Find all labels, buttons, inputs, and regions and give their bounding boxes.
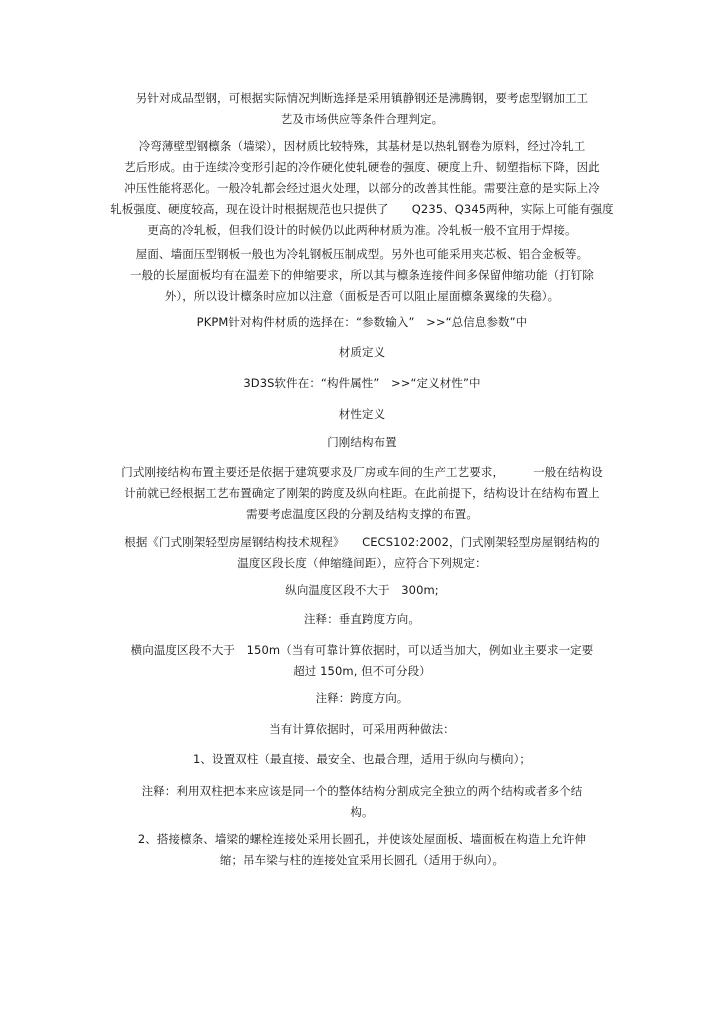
text-line: 另针对成品型钢，可根据实际情况判断选择是采用镇静钢还是沸腾钢，要考虑型钢加工工 bbox=[135, 91, 589, 105]
text-line: 超过 150m, 但不可分段） bbox=[293, 664, 431, 678]
note-double-column bbox=[80, 781, 644, 823]
method-double-column bbox=[80, 749, 644, 770]
text-line: 轧板强度、硬度较高，现在设计时根据规范也只提供了 Q235、Q345两种，实际上可能有强度 bbox=[110, 202, 614, 216]
text-line: 1、设置双柱（最直接、最安全、也最合理，适用于纵向与横向）； bbox=[192, 752, 532, 766]
method-slotted-holes bbox=[80, 829, 644, 871]
rule-transverse-section bbox=[80, 640, 644, 682]
text-line: 艺后形成。由于连续冷变形引起的冷作硬化使轧硬卷的强度、硬度上升、韧塑指标下降，因此 bbox=[124, 160, 600, 174]
text-line: 冷弯薄壁型钢檩条（墙梁），因材质比较特殊，其基材是以热轧钢卷为原料，经过冷轧工 bbox=[138, 139, 586, 153]
text-line: 材性定义 bbox=[338, 407, 386, 421]
text-line: 3D3S软件在：“构件属性” >>“定义材性”中 bbox=[243, 376, 481, 390]
text-line: 注释：跨度方向。 bbox=[315, 691, 409, 705]
text-line: 更高的冷轧板，但我们设计的时候仍以此两种材质为准。冷轧板一般不宜用于焊接。 bbox=[147, 223, 577, 237]
paragraph-roof-wall-panel bbox=[80, 244, 644, 307]
paragraph-cecs-specification bbox=[80, 532, 644, 574]
text-line: 温度区段长度（伸缩缝间距），应符合下列规定： bbox=[237, 556, 487, 570]
heading-portal-frame-layout bbox=[80, 432, 644, 453]
text-line: 缩；吊车梁与柱的连接处宜采用长圆孔（适用于纵向）。 bbox=[219, 853, 505, 867]
paragraph-section-steel-selection bbox=[80, 88, 644, 130]
text-line: 注释：垂直跨度方向。 bbox=[304, 612, 420, 626]
text-line: 外），所以设计檩条时应加以注意（面板是否可以阻止屋面檩条翼缘的失稳）。 bbox=[164, 289, 560, 303]
paragraph-two-methods bbox=[80, 719, 644, 740]
text-line: 横向温度区段不大于 150m（当有可靠计算依据时，可以适当加大，例如业主要求一定要 bbox=[130, 643, 594, 657]
text-line: 门刚结构布置 bbox=[327, 435, 397, 449]
paragraph-3d3s-material bbox=[80, 373, 644, 394]
text-line: 注释：利用双柱把本来应该是同一个的整体结构分割成完全独立的两个结构或者多个结 bbox=[141, 784, 583, 798]
text-line: 计前就已经根据工艺布置确定了刚架的跨度及纵向柱距。在此前提下，结构设计在结构布置上 bbox=[124, 486, 600, 500]
note-span-direction bbox=[80, 688, 644, 709]
text-line: 材质定义 bbox=[338, 345, 386, 359]
text-line: 2、搭接檩条、墙梁的螺栓连接处采用长圆孔，并使该处屋面板、墙面板在构造上允许伸 bbox=[137, 832, 587, 846]
heading-material-definition bbox=[80, 342, 644, 363]
text-line: 根据《门式刚架轻型房屋钢结构技术规程》 CECS102:2002，门式刚架轻型房屋钢结构的 bbox=[124, 535, 600, 549]
text-line: 艺及市场供应等条件合理判定。 bbox=[280, 112, 444, 126]
text-line: 门式刚接结构布置主要还是依据于建筑要求及厂房或车间的生产工艺要求， 一般在结构设 bbox=[121, 465, 603, 479]
note-perpendicular-span bbox=[80, 609, 644, 630]
text-line: 纵向温度区段不大于 300m; bbox=[285, 583, 439, 597]
text-line: 冲压性能将恶化。一般冷轧都会经过退火处理，以部分的改善其性能。需要注意的是实际上冷 bbox=[124, 181, 600, 195]
paragraph-cold-formed-purlin bbox=[80, 136, 644, 241]
text-line: 当有计算依据时，可采用两种做法： bbox=[269, 722, 455, 736]
text-line: 一般的长屋面板均有在温差下的伸缩要求，所以其与檩条连接件间多保留伸缩功能（打钉除 bbox=[130, 268, 594, 282]
text-line: 构。 bbox=[350, 805, 374, 819]
paragraph-pkpm-material bbox=[80, 312, 644, 333]
text-line: 需要考虑温度区段的分割及结构支撑的布置。 bbox=[246, 507, 478, 521]
paragraph-portal-frame-layout bbox=[80, 462, 644, 525]
text-line: 屋面、墙面压型钢板一般也为冷轧钢板压制成型。另外也可能采用夹芯板、铝合金板等。 bbox=[135, 247, 589, 261]
text-line: PKPM针对构件材质的选择在：“参数输入” >>“总信息参数”中 bbox=[196, 315, 528, 329]
rule-longitudinal-section bbox=[80, 580, 644, 601]
heading-material-property-definition bbox=[80, 404, 644, 425]
